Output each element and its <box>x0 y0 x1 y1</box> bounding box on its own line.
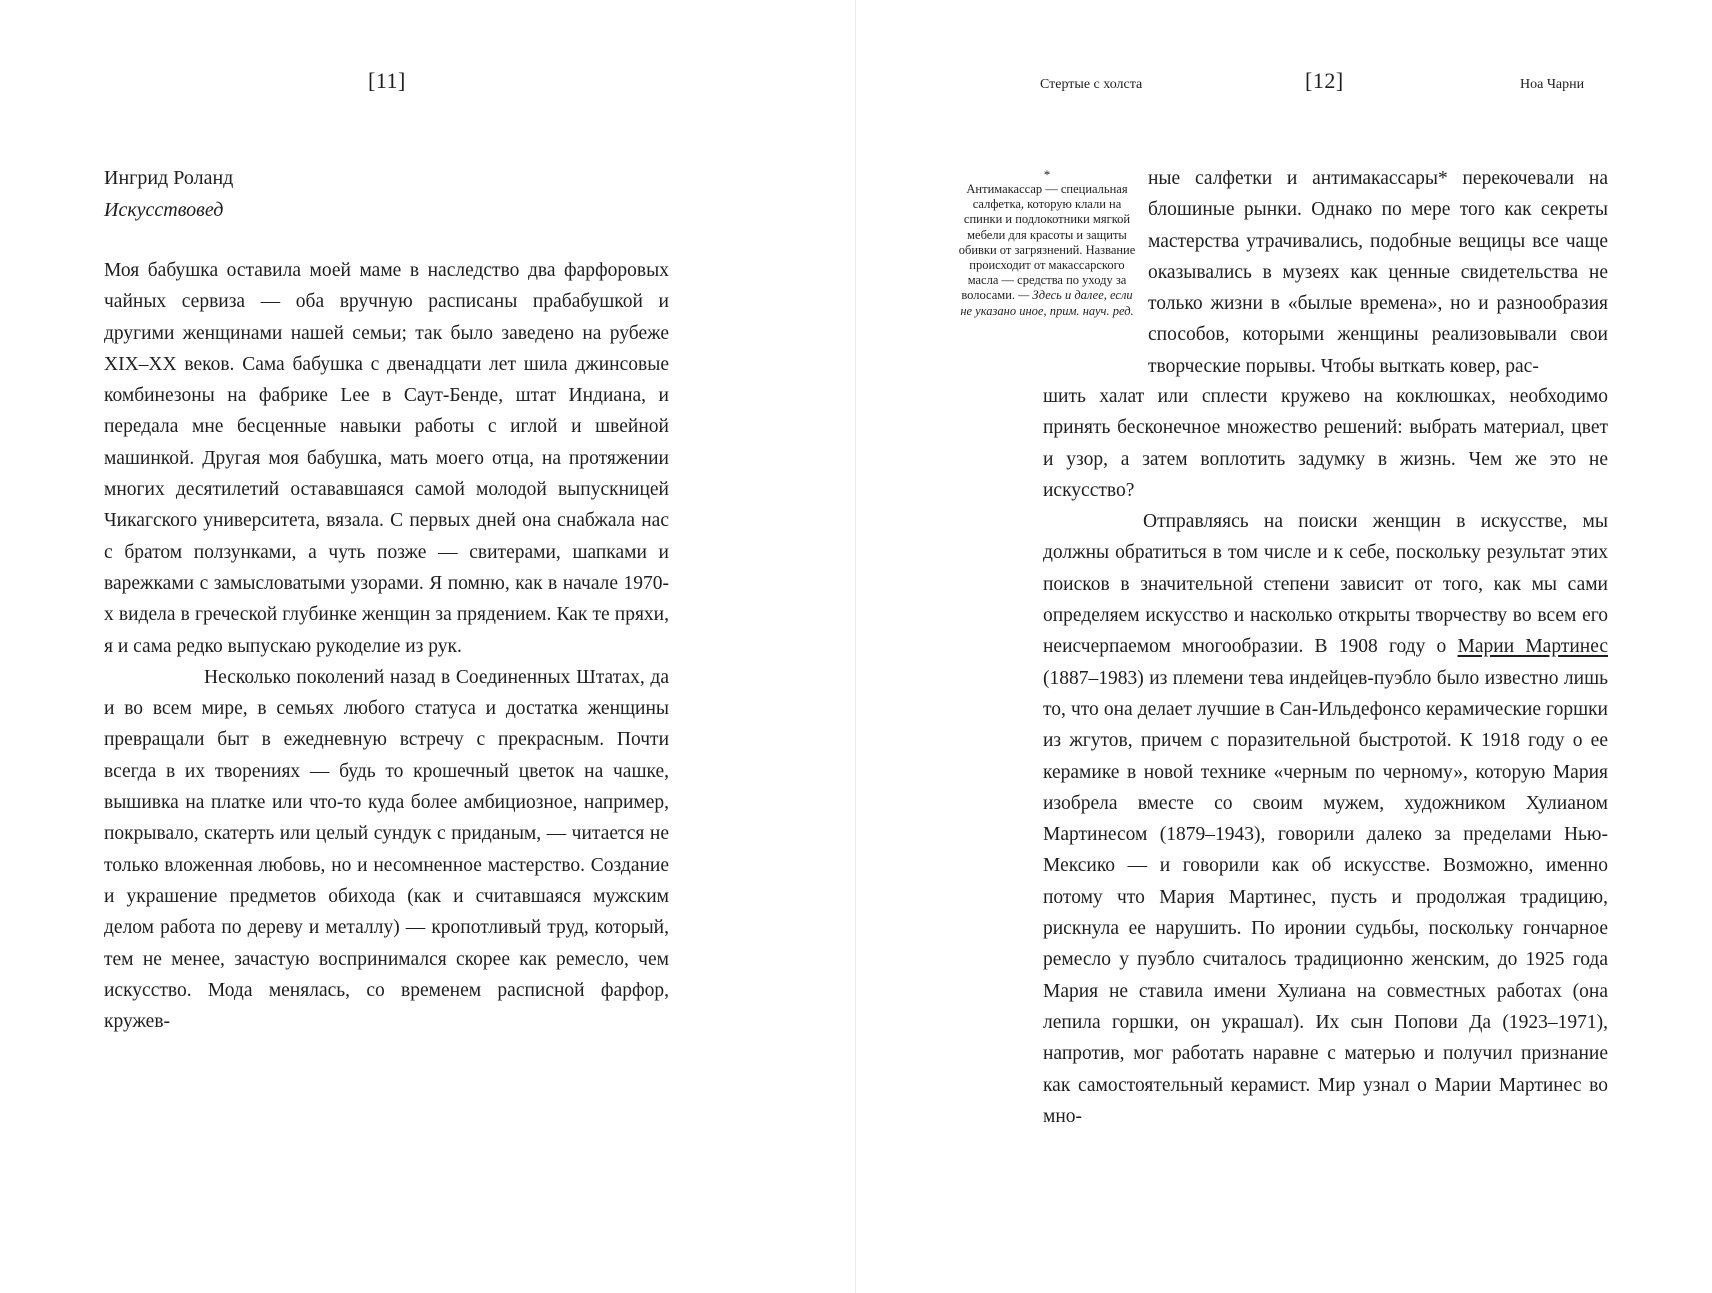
running-title: Стертые с холста <box>1040 77 1143 92</box>
right-paragraph-2 <box>1043 506 1608 1132</box>
footnote-mark: * <box>1043 167 1051 182</box>
right-body-text <box>1043 381 1608 1132</box>
author-block <box>104 162 233 226</box>
footnote-text: Антимакассар — специальная салфетка, которую клали на спинки и подлокотники мягкой мебели для красоты и защиты обивки от загрязнений. Название происходит от макассарского масла — средства по уходу за волосами. <box>958 182 1136 303</box>
right-body-text-narrow <box>1148 163 1608 382</box>
footnote-antimacassar <box>958 168 1136 319</box>
running-author: Ноа Чарни <box>1520 77 1585 92</box>
left-body-text <box>104 255 669 1037</box>
right-paragraph-2-start: Отправляясь на поиски женщин в искусстве, мы должны обратиться в том числе и к себе, поскольку результат этих поисков в значительной степени зависит от того, как мы сами определяем искусство и насколько открыты творчеству во всем его неисчерпаемом многообразии. В 1908 году о <box>1043 511 1608 658</box>
author-name: Ингрид Роланд <box>104 167 234 189</box>
right-paragraph-1-narrow: ные салфетки и антимакассары* перекочевали на блошиные рынки. Однако по мере того как секреты мастерства утрачивались, подобные вещицы все чаще оказывались в музеях как ценные свидетельства не только жизни в «былые времена», но и разнообразия способов, которыми женщины реализовывали свои творческие порывы. Чтобы выткать ковер, рас- <box>1148 168 1608 377</box>
left-paragraph-2: Несколько поколений назад в Соединенных Штатах, да и во всем мире, в семьях любого статуса и достатка женщины превращали быт в ежедневную встречу с прекрасным. Почти всегда в их творениях — будь то крошечный цветок на чашке, вышивка на платке или что-то куда более амбициозное, например, покрывало, скатерть или целый сундук с приданым, — читается не только вложенная любовь, но и несомненное мастерство. Создание и украшение предметов обихода (как и считавшаяся мужским делом работа по дереву и металлу) — кропотливый труд, который, тем не менее, зачастую воспринимался скорее как ремесло, чем искусство. Мода менялась, со временем расписной фарфор, кружев- <box>104 666 669 1033</box>
footnote-editor-note: — Здесь и далее, если не указано иное, прим. науч. ред. <box>960 288 1134 318</box>
left-paragraph-1: Моя бабушка оставила моей маме в наследство два фарфоровых чайных сервиза — оба вручную расписаны прабабушкой и другими женщинами нашей семьи; так было заведено на рубеже XIX–XX веков. Сама бабушка с двенадцати лет шила джинсовые комбинезоны на фабрике Lee в Саут-Бенде, штат Индиана, и передала мне бесценные навыки работы с иглой и швейной машинкой. Другая моя бабушка, мать моего отца, на протяжении многих десятилетий остававшаяся самой молодой выпускницей Чикагского университета, вязала. С первых дней она снабжала нас с братом ползунками, а чуть позже — свитерами, шапками и варежками с замысловатыми узорами. Я помню, как в начале 1970-х видела в греческой глубинке женщин за прядением. Как те пряхи, я и сама редко выпускаю рукоделие из рук. <box>104 260 669 657</box>
maria-martinez-link[interactable]: Марии Мартинес <box>1457 636 1609 658</box>
right-page-number: [12] <box>1305 68 1344 93</box>
right-paragraph-2-end: (1887–1983) из племени тева индейцев-пуэбло было известно лишь то, что она делает лучшие в Сан-Ильдефонсо керамические горшки из жгутов, причем с поразительной быстротой. К 1918 году о ее керамике в новой технике «черным по черному», которую Мария изобрела вместе со своим мужем, художником Хулианом Мартинесом (1879–1943), говорили далеко за пределами Нью-Мексико — и говорили как об искусстве. Возможно, именно потому что Мария Мартинес, пусть и продолжая традицию, рискнула ее нарушить. По иронии судьбы, поскольку гончарное ремесло у пуэбло считалось традиционно женским, до 1925 года Мария не ставила имени Хулиана на совместных работах (она лепила горшки, он украшал). Их сын Попови Да (1923–1971), напротив, мог работать наравне с матерью и получил признание как самостоятельный керамист. Мир узнал о Марии Мартинес во мно- <box>1043 667 1608 1127</box>
left-page-number: [11] <box>368 68 406 93</box>
author-role: Искусствовед <box>104 199 224 221</box>
right-paragraph-1-wide: шить халат или сплести кружево на коклюшках, необходимо принять бесконечное множество решений: выбрать материал, цвет и узор, а затем воплотить задумку в жизнь. Чем же это не искусство? <box>1043 386 1608 501</box>
